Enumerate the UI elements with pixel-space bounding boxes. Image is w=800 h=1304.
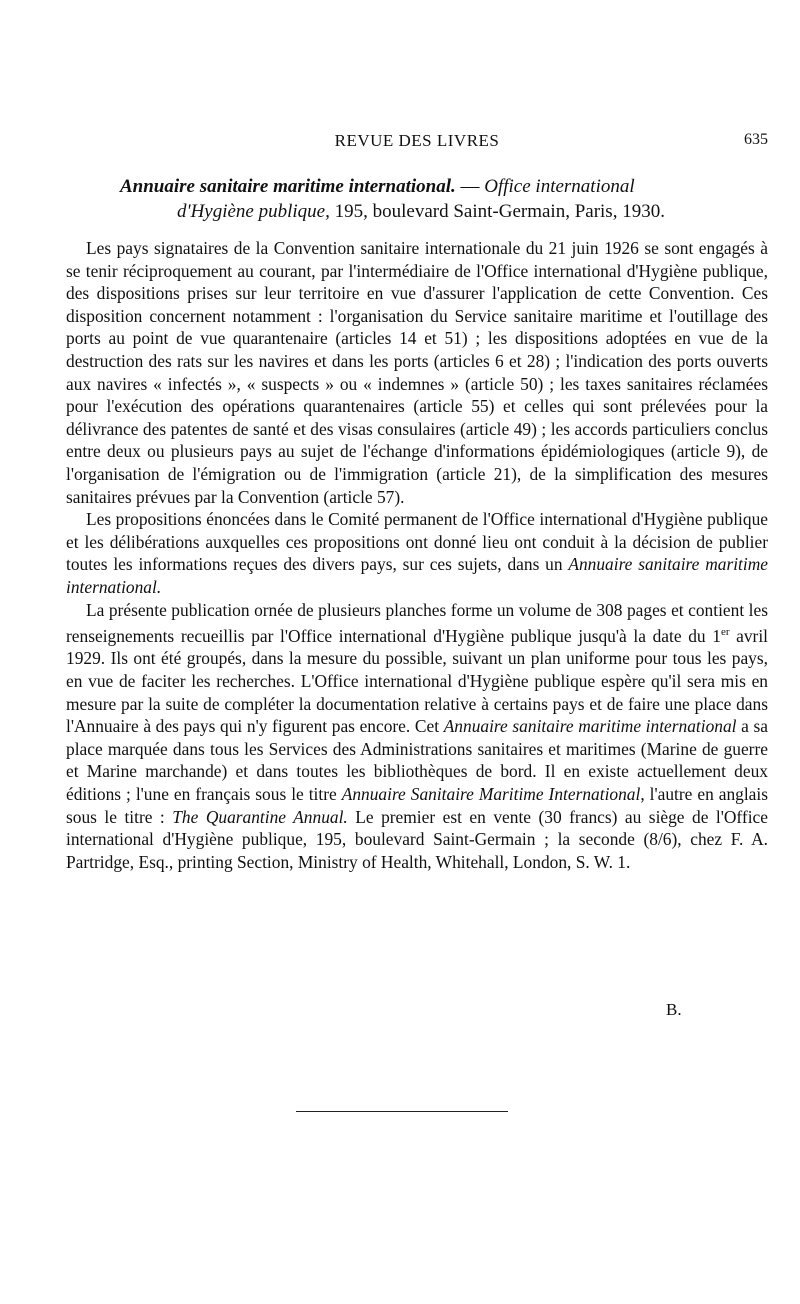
paragraph-3-text-a: La présente publication ornée de plusieurs planches forme un volume de 308 pages et contient les renseignements recueillis par l'Office international d'Hygiène publique jusqu'à la date du 1 xyxy=(66,599,768,646)
reviewer-signature: B. xyxy=(666,1000,682,1019)
paragraph-3-italic-title-1: Annuaire sanitaire maritime international xyxy=(443,716,737,737)
publisher-address: 195, boulevard Saint-Germain, Paris, 1930. xyxy=(329,201,665,222)
page-number: 635 xyxy=(744,131,768,148)
review-entry-heading xyxy=(120,174,768,224)
ordinal-superscript: er xyxy=(720,626,730,639)
paragraph-2 xyxy=(66,508,768,598)
paragraph-3-text-c: a sa place marquée dans tous les Services des Administrations sanitaires et maritimes (Marine de guerre et Marine marchande) et dans toutes les bibliothèques de bord. Il en existe actuellement deux éditions ; l'une en français sous le titre xyxy=(66,716,768,805)
paragraph-3-text-d: , l'autre en anglais sous le titre : xyxy=(66,784,768,827)
paragraph-3 xyxy=(66,599,768,874)
end-rule-divider xyxy=(296,1111,508,1112)
heading-dash: — xyxy=(455,176,485,197)
paragraph-3-italic-title-2: Annuaire Sanitaire Maritime International xyxy=(341,784,641,805)
paragraph-2-text: Les propositions énoncées dans le Comité permanent de l'Office international d'Hygiène publique et les délibérations auxquelles ces propositions ont donné lieu ont conduit à la décision de publier toutes les informations reçues des divers pays, sur ces sujets, dans un xyxy=(66,509,768,575)
paragraph-2-italic-title: Annuaire sanitaire maritime international. xyxy=(66,554,768,597)
paragraph-1: Les pays signataires de la Convention sanitaire internationale du 21 juin 1926 se sont engagés à se tenir réciproquement au courant, par l'intermédiaire de l'Office international d'Hygiène publique, des dispositions prises sur leur territoire en vue d'assurer l'application de cette Convention. Ces disposition concernent notamment : l'organisation du Service sanitaire maritime et l'outillage des ports au point de vue quarantenaire (articles 14 et 51) ; les dispositions adoptées en vue de la destruction des rats sur les navires et dans les ports (articles 6 et 28) ; l'indication des ports ouverts aux navires « infectés », « suspects » ou « indemnes » (article 50) ; les taxes sanitaires réclamées pour l'exécution des opérations quarantenaires (article 55) et celles qui sont prélevées pour la délivrance des patentes de santé et des visas consulaires (article 49) ; les accords particuliers conclus entre deux ou plusieurs pays au sujet de l'échange d'informations épidémiologiques (article 9), de l'organisation de l'émigration ou de l'immigration (article 21), de la simplification des mesures sanitaires prévues par la Convention (article 57). xyxy=(66,238,768,507)
paragraph-3-text-b: avril 1929. Ils ont été groupés, dans la mesure du possible, suivant un plan uniforme pour tous les pays, en vue de faciter les recherches. L'Office international d'Hygiène publique espère qu'il sera mis en mesure par la suite de compléter la documentation relative à certains pays et de faire une place dans l'Annuaire à des pays qui n'y figurent pas encore. Cet xyxy=(66,625,769,737)
publisher-name-part1: Office international xyxy=(484,176,635,197)
running-title: REVUE DES LIVRES xyxy=(334,131,500,150)
paragraph-3-text-e: Le premier est en vente (30 francs) au siège de l'Office international d'Hygiène publique, 195, boulevard Saint-Germain ; la seconde (8/6), chez F. A. Partridge, Esq., printing Section, Ministry of Health, Whitehall, London, S. W. 1. xyxy=(66,806,768,872)
paragraph-3-italic-title-3: The Quarantine Annual. xyxy=(172,806,348,827)
reviewed-work-title: Annuaire sanitaire maritime international. xyxy=(120,176,456,197)
review-body xyxy=(66,237,768,873)
running-header xyxy=(66,131,768,153)
heading-second-line xyxy=(120,199,768,224)
book-page xyxy=(66,0,768,1304)
publisher-name-part2: d'Hygiène publique, xyxy=(177,201,330,222)
